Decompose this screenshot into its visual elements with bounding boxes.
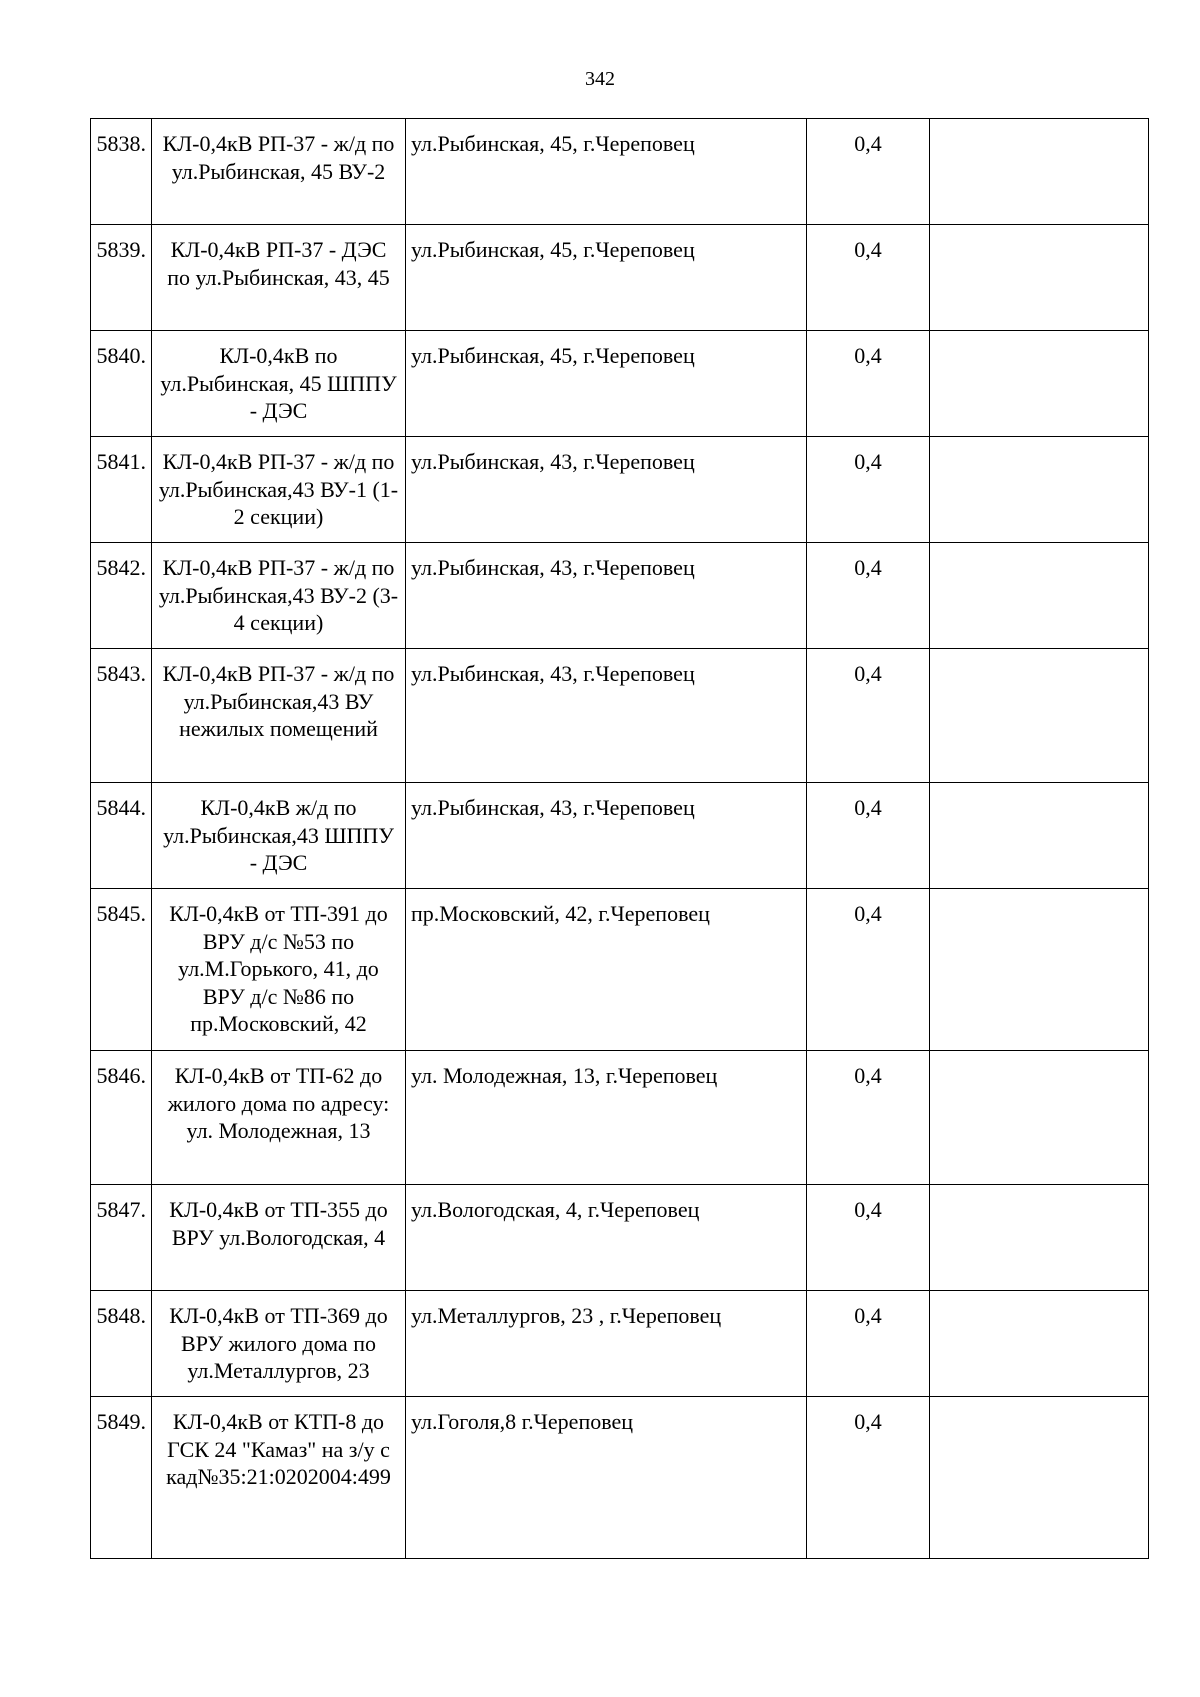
row-number: 5843. [91, 649, 152, 783]
line-address: пр.Московский, 42, г.Череповец [406, 889, 807, 1051]
line-voltage: 0,4 [807, 783, 930, 889]
row-number: 5840. [91, 331, 152, 437]
registry-table-body [91, 119, 1149, 1559]
line-address: ул. Молодежная, 13, г.Череповец [406, 1051, 807, 1185]
table-row [91, 649, 1149, 783]
row-number: 5848. [91, 1291, 152, 1397]
row-number: 5844. [91, 783, 152, 889]
line-voltage: 0,4 [807, 1051, 930, 1185]
row-number: 5845. [91, 889, 152, 1051]
line-voltage: 0,4 [807, 1291, 930, 1397]
line-name: КЛ-0,4кВ от ТП-369 до ВРУ жилого дома по ул.Металлургов, 23 [152, 1291, 406, 1397]
table-row [91, 1397, 1149, 1559]
line-note [930, 649, 1149, 783]
line-address: ул.Вологодская, 4, г.Череповец [406, 1185, 807, 1291]
line-voltage: 0,4 [807, 889, 930, 1051]
line-voltage: 0,4 [807, 437, 930, 543]
table-row [91, 331, 1149, 437]
table-row [91, 1185, 1149, 1291]
line-name: КЛ-0,4кВ от КТП-8 до ГСК 24 "Камаз" на з/у с кад№35:21:0202004:499 [152, 1397, 406, 1559]
line-voltage: 0,4 [807, 225, 930, 331]
line-name: КЛ-0,4кВ РП-37 - ж/д по ул.Рыбинская,43 ВУ-2 (3-4 секции) [152, 543, 406, 649]
line-voltage: 0,4 [807, 1185, 930, 1291]
line-address: ул.Рыбинская, 45, г.Череповец [406, 119, 807, 225]
table-row [91, 225, 1149, 331]
line-note [930, 1397, 1149, 1559]
line-voltage: 0,4 [807, 543, 930, 649]
line-note [930, 1185, 1149, 1291]
row-number: 5841. [91, 437, 152, 543]
line-name: КЛ-0,4кВ по ул.Рыбинская, 45 ШППУ - ДЭС [152, 331, 406, 437]
table-row [91, 1051, 1149, 1185]
line-name: КЛ-0,4кВ от ТП-355 до ВРУ ул.Вологодская, 4 [152, 1185, 406, 1291]
row-number: 5846. [91, 1051, 152, 1185]
line-name: КЛ-0,4кВ ж/д по ул.Рыбинская,43 ШППУ - ДЭС [152, 783, 406, 889]
row-number: 5849. [91, 1397, 152, 1559]
line-note [930, 1051, 1149, 1185]
row-number: 5838. [91, 119, 152, 225]
table-row [91, 543, 1149, 649]
line-name: КЛ-0,4кВ от ТП-62 до жилого дома по адресу: ул. Молодежная, 13 [152, 1051, 406, 1185]
page-number: 342 [585, 68, 615, 90]
table-row [91, 437, 1149, 543]
line-name: КЛ-0,4кВ РП-37 - ж/д по ул.Рыбинская, 45 ВУ-2 [152, 119, 406, 225]
line-name: КЛ-0,4кВ РП-37 - ж/д по ул.Рыбинская,43 ВУ нежилых помещений [152, 649, 406, 783]
row-number: 5847. [91, 1185, 152, 1291]
line-note [930, 543, 1149, 649]
line-note [930, 437, 1149, 543]
table-row [91, 889, 1149, 1051]
line-voltage: 0,4 [807, 1397, 930, 1559]
line-address: ул.Рыбинская, 43, г.Череповец [406, 783, 807, 889]
line-note [930, 889, 1149, 1051]
table-row [91, 1291, 1149, 1397]
line-address: ул.Гоголя,8 г.Череповец [406, 1397, 807, 1559]
line-note [930, 119, 1149, 225]
table-row [91, 119, 1149, 225]
line-name: КЛ-0,4кВ от ТП-391 до ВРУ д/с №53 по ул.М.Горького, 41, до ВРУ д/с №86 по пр.Московский, 42 [152, 889, 406, 1051]
row-number: 5839. [91, 225, 152, 331]
registry-table [90, 118, 1149, 1559]
line-address: ул.Рыбинская, 43, г.Череповец [406, 437, 807, 543]
line-address: ул.Металлургов, 23 , г.Череповец [406, 1291, 807, 1397]
line-note [930, 1291, 1149, 1397]
line-voltage: 0,4 [807, 119, 930, 225]
line-name: КЛ-0,4кВ РП-37 - ДЭС по ул.Рыбинская, 43, 45 [152, 225, 406, 331]
line-note [930, 225, 1149, 331]
table-row [91, 783, 1149, 889]
row-number: 5842. [91, 543, 152, 649]
line-voltage: 0,4 [807, 331, 930, 437]
line-note [930, 783, 1149, 889]
line-address: ул.Рыбинская, 45, г.Череповец [406, 225, 807, 331]
line-address: ул.Рыбинская, 43, г.Череповец [406, 649, 807, 783]
line-voltage: 0,4 [807, 649, 930, 783]
line-name: КЛ-0,4кВ РП-37 - ж/д по ул.Рыбинская,43 ВУ-1 (1-2 секции) [152, 437, 406, 543]
line-address: ул.Рыбинская, 43, г.Череповец [406, 543, 807, 649]
line-address: ул.Рыбинская, 45, г.Череповец [406, 331, 807, 437]
line-note [930, 331, 1149, 437]
